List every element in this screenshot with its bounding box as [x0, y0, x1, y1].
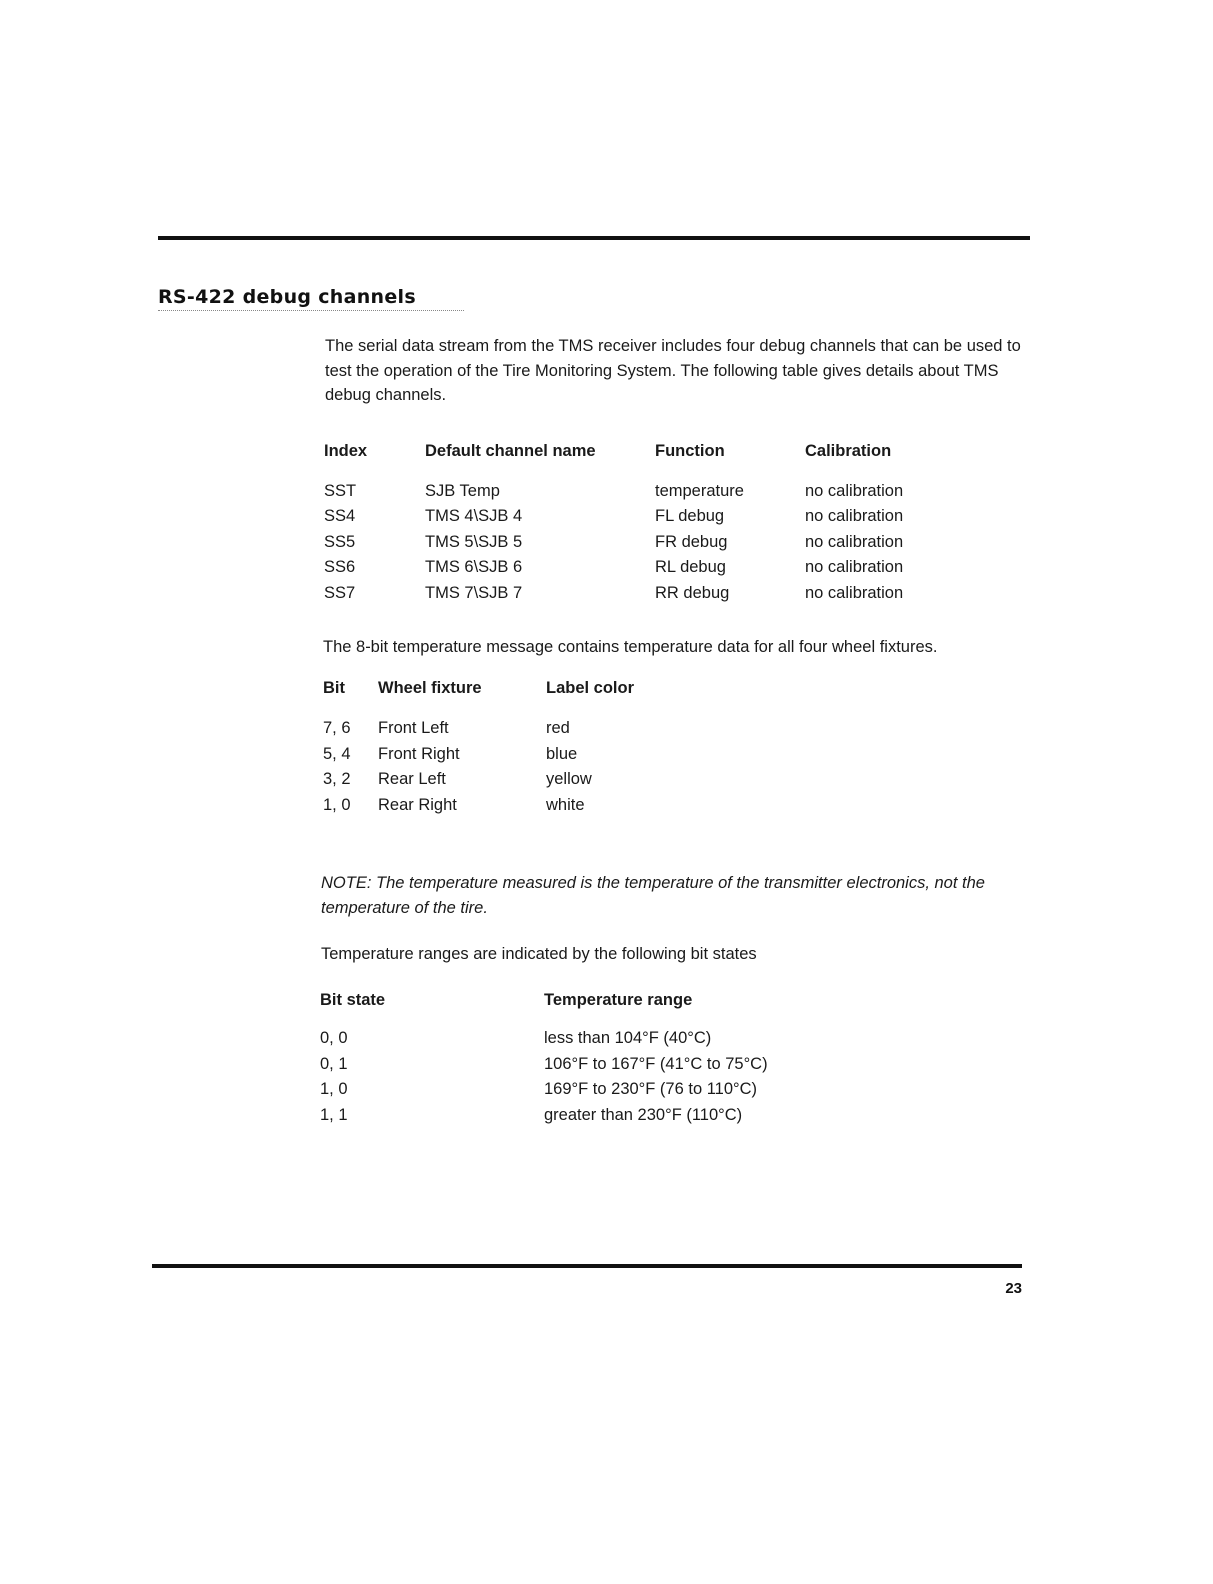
column-header-wheel-fixture: Wheel fixture [378, 679, 482, 697]
cell-calibration: no calibration [805, 481, 904, 500]
table-row [324, 584, 955, 610]
cell-wheel-fixture: Front Right [378, 744, 460, 763]
table-row [324, 558, 955, 584]
cell-temperature-range: greater than 230°F (110°C) [544, 1105, 743, 1124]
cell-label-color: white [546, 795, 585, 814]
page-content [320, 334, 1030, 1131]
cell-channel-name: TMS 5\SJB 5 [425, 532, 523, 551]
cell-function: RR debug [655, 583, 730, 602]
temperature-ranges-table [320, 991, 844, 1131]
cell-bit-state: 0, 0 [320, 1029, 348, 1047]
cell-function: FL debug [655, 507, 725, 525]
cell-calibration: no calibration [805, 507, 904, 525]
cell-calibration: no calibration [805, 532, 904, 551]
table-row [323, 719, 706, 745]
cell-function: temperature [655, 481, 744, 500]
column-header-bit-state: Bit state [320, 991, 386, 1009]
wheel-fixture-table [323, 679, 706, 821]
cell-channel-name: TMS 7\SJB 7 [425, 583, 523, 602]
debug-channels-table [324, 442, 955, 610]
column-header-index: Index [324, 441, 368, 460]
cell-wheel-fixture: Front Left [378, 719, 449, 737]
cell-calibration: no calibration [805, 583, 904, 602]
temperature-message-paragraph: The 8-bit temperature message contains temperature data for all four wheel fixtures. [323, 638, 938, 656]
cell-index: SS6 [324, 558, 356, 576]
cell-wheel-fixture: Rear Left [378, 770, 446, 788]
column-header-label-color: Label color [546, 679, 635, 697]
cell-bit: 1, 0 [323, 795, 351, 814]
table-row [324, 533, 955, 559]
table-header-row [323, 679, 706, 719]
note-paragraph: NOTE: The temperature measured is the temperature of the transmitter electronics, not the temperature of the tire. [321, 874, 985, 917]
cell-temperature-range: 169°F to 230°F (76 to 110°C) [544, 1080, 758, 1098]
table-header-row [320, 991, 844, 1029]
cell-temperature-range: less than 104°F (40°C) [544, 1029, 712, 1047]
cell-wheel-fixture: Rear Right [378, 795, 457, 814]
column-header-bit: Bit [323, 679, 345, 697]
cell-index: SS4 [324, 507, 356, 525]
ranges-intro-paragraph: Temperature ranges are indicated by the following bit states [321, 945, 757, 963]
cell-channel-name: TMS 4\SJB 4 [425, 507, 523, 525]
intro-paragraph: The serial data stream from the TMS receiver includes four debug channels that can be used to test the operation of the Tire Monitoring System. The following table gives details about TMS debug channels. [325, 337, 1021, 404]
table-row [323, 745, 706, 771]
cell-bit: 5, 4 [323, 744, 351, 763]
table-row [324, 482, 955, 508]
table-row [320, 1106, 844, 1132]
column-header-calibration: Calibration [805, 441, 892, 460]
cell-temperature-range: 106°F to 167°F (41°C to 75°C) [544, 1054, 768, 1073]
table-row [320, 1029, 844, 1055]
cell-label-color: blue [546, 744, 578, 763]
cell-bit-state: 0, 1 [320, 1054, 348, 1073]
table-row [324, 507, 955, 533]
cell-bit-state: 1, 1 [320, 1105, 348, 1124]
cell-label-color: yellow [546, 770, 592, 788]
cell-bit: 7, 6 [323, 719, 351, 737]
column-header-temperature-range: Temperature range [544, 991, 693, 1009]
cell-function: FR debug [655, 532, 728, 551]
title-underline [158, 310, 464, 311]
table-row [323, 770, 706, 796]
cell-channel-name: SJB Temp [425, 481, 500, 500]
cell-bit: 3, 2 [323, 770, 351, 788]
cell-channel-name: TMS 6\SJB 6 [425, 558, 523, 576]
table-row [323, 796, 706, 822]
cell-label-color: red [546, 719, 570, 737]
page-number: 23 [1005, 1280, 1022, 1297]
section-title: RS-422 debug channels [158, 286, 416, 308]
table-row [320, 1080, 844, 1106]
table-row [320, 1055, 844, 1081]
bottom-rule [152, 1264, 1022, 1268]
table-header-row [324, 442, 955, 482]
cell-index: SS5 [324, 532, 356, 551]
cell-calibration: no calibration [805, 558, 904, 576]
column-header-channel-name: Default channel name [425, 441, 596, 460]
cell-function: RL debug [655, 558, 726, 576]
cell-index: SST [324, 481, 357, 500]
column-header-function: Function [655, 441, 725, 460]
cell-index: SS7 [324, 583, 356, 602]
cell-bit-state: 1, 0 [320, 1080, 348, 1098]
top-rule [158, 236, 1030, 240]
